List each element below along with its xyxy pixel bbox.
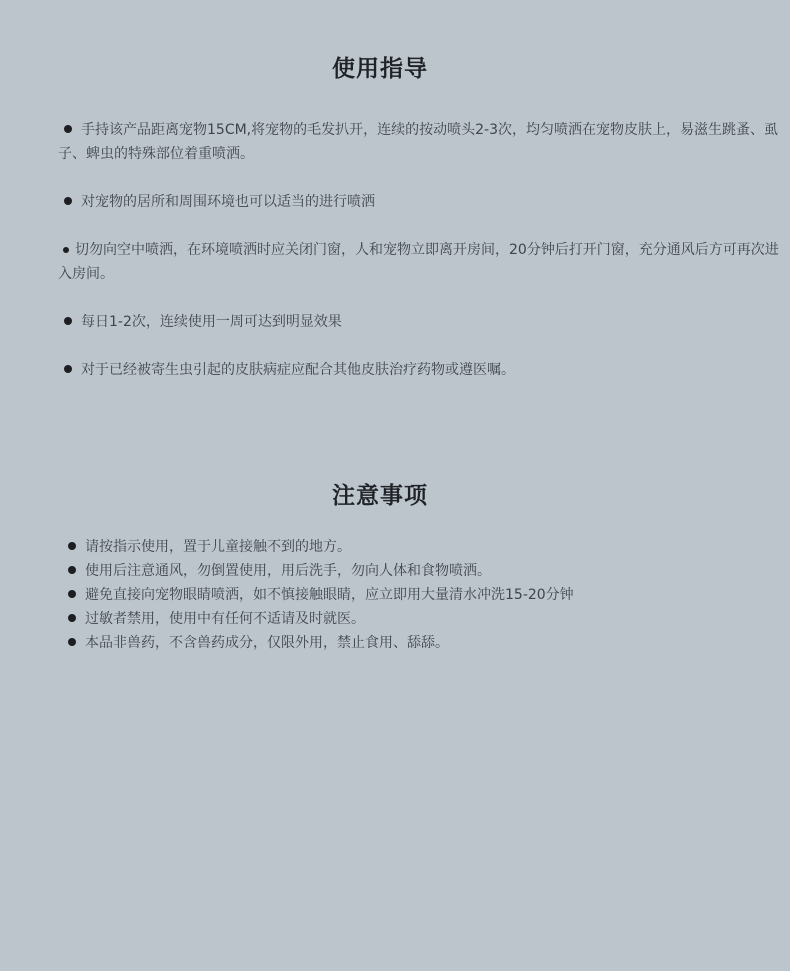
caution-item — [68, 583, 768, 607]
usage-item-text: 对于已经被寄生虫引起的皮肤病症应配合其他皮肤治疗药物或遵医嘱。 — [81, 362, 515, 378]
bullet-icon — [64, 365, 72, 373]
usage-title: 使用指导 — [332, 56, 428, 82]
caution-item — [68, 559, 768, 583]
usage-list — [58, 118, 780, 382]
usage-item-text: 切勿向空中喷洒，在环境喷洒时应关闭门窗，人和宠物立即离开房间，20分钟后打开门窗，充分通风后方可再次进入房间。 — [58, 242, 779, 282]
caution-item-text: 请按指示使用，置于儿童接触不到的地方。 — [85, 539, 351, 555]
usage-item — [58, 190, 780, 214]
bullet-icon — [68, 590, 76, 598]
bullet-icon — [64, 317, 72, 325]
bullet-icon — [68, 638, 76, 646]
caution-item-text: 使用后注意通风，勿倒置使用，用后洗手，勿向人体和食物喷洒。 — [85, 563, 491, 579]
bullet-icon — [64, 125, 72, 133]
usage-item-text: 对宠物的居所和周围环境也可以适当的进行喷洒 — [81, 194, 375, 210]
usage-item — [58, 310, 780, 334]
caution-item — [68, 607, 768, 631]
usage-item — [58, 358, 780, 382]
usage-item — [58, 118, 780, 166]
bullet-icon — [64, 197, 72, 205]
caution-list — [68, 535, 768, 655]
caution-item — [68, 631, 768, 655]
bullet-icon — [68, 614, 76, 622]
caution-title: 注意事项 — [332, 483, 428, 509]
bullet-icon — [63, 247, 69, 253]
usage-item-text: 每日1-2次，连续使用一周可达到明显效果 — [81, 314, 342, 330]
caution-item — [68, 535, 768, 559]
usage-item — [58, 238, 780, 286]
caution-item-text: 过敏者禁用，使用中有任何不适请及时就医。 — [85, 611, 365, 627]
caution-item-text: 本品非兽药，不含兽药成分，仅限外用，禁止食用、舔舔。 — [85, 635, 449, 651]
bullet-icon — [68, 542, 76, 550]
bullet-icon — [68, 566, 76, 574]
usage-item-text: 手持该产品距离宠物15CM,将宠物的毛发扒开，连续的按动喷头2-3次，均匀喷洒在宠物皮肤上，易滋生跳蚤、虱子、蜱虫的特殊部位着重喷洒。 — [58, 122, 778, 162]
caution-item-text: 避免直接向宠物眼睛喷洒，如不慎接触眼睛，应立即用大量清水冲洗15-20分钟 — [85, 587, 574, 603]
